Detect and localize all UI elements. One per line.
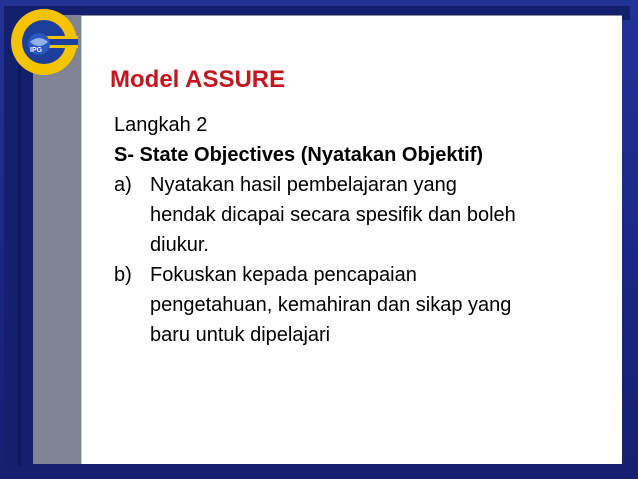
list-marker: a) [114, 174, 132, 196]
list-line: Fokuskan kepada pencapaian [150, 264, 417, 286]
list-line: diukur. [150, 234, 209, 256]
ipg-logo-icon [8, 6, 80, 78]
objective-heading: S- State Objectives (Nyatakan Objektif) [114, 144, 484, 166]
panel-left-gray [33, 15, 83, 464]
step-label: Langkah 2 [114, 114, 208, 136]
list-line: Nyatakan hasil pembelajaran yang [150, 174, 457, 196]
list-item-text [150, 170, 614, 260]
list-item-a [114, 170, 614, 260]
list-item-b [114, 260, 614, 350]
left-stripe-line [18, 66, 21, 466]
list-item-text [150, 260, 614, 350]
list-line: pengetahuan, kemahiran dan sikap yang [150, 294, 512, 316]
list-line: hendak dicapai secara spesifik dan boleh [150, 204, 516, 226]
list-line: baru untuk dipelajari [150, 324, 331, 346]
slide-body [114, 110, 614, 350]
slide-title: Model ASSURE [110, 66, 286, 93]
list-marker: b) [114, 264, 132, 286]
svg-text:IPG: IPG [30, 47, 43, 54]
